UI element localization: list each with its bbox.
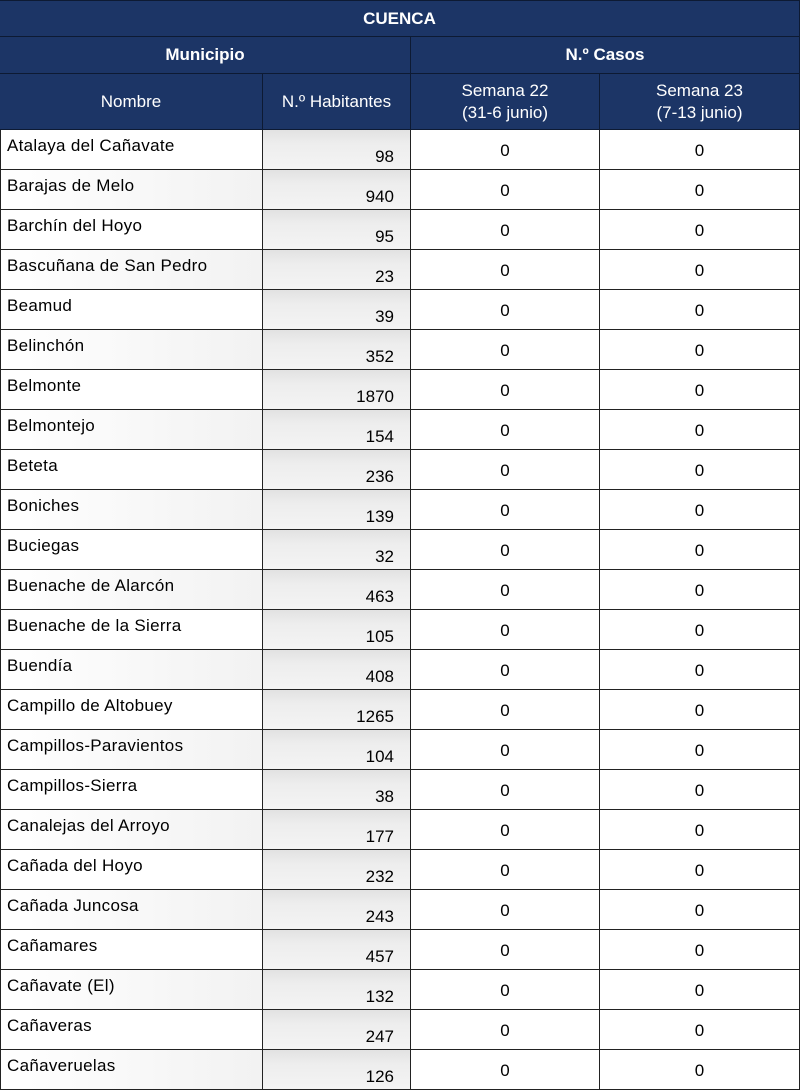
semana-23-cases-cell: 0	[600, 570, 800, 610]
column-header-semana-22-line1: Semana 22	[461, 80, 549, 100]
semana-23-cases-cell: 0	[600, 210, 800, 250]
column-header-habitantes-label: N.º Habitantes	[281, 91, 392, 111]
semana-22-cases-cell: 0	[411, 370, 600, 410]
municipio-name-cell: Barchín del Hoyo	[0, 210, 263, 250]
municipio-name-cell: Cañada del Hoyo	[0, 850, 263, 890]
habitantes-cell: 352	[263, 330, 411, 370]
municipio-name-cell: Belmontejo	[0, 410, 263, 450]
semana-23-cases-cell: 0	[600, 890, 800, 930]
municipio-name-cell: Buenache de la Sierra	[0, 610, 263, 650]
semana-23-cases-cell: 0	[600, 1050, 800, 1090]
semana-22-cases-cell: 0	[411, 890, 600, 930]
semana-23-cases-cell: 0	[600, 810, 800, 850]
municipio-name-cell: Buendía	[0, 650, 263, 690]
semana-22-cases-cell: 0	[411, 410, 600, 450]
habitantes-cell: 23	[263, 250, 411, 290]
semana-22-cases-cell: 0	[411, 770, 600, 810]
habitantes-cell: 32	[263, 530, 411, 570]
column-header-habitantes	[263, 74, 411, 130]
habitantes-cell: 177	[263, 810, 411, 850]
semana-23-cases-cell: 0	[600, 770, 800, 810]
semana-22-cases-cell: 0	[411, 730, 600, 770]
semana-22-cases-cell: 0	[411, 490, 600, 530]
semana-23-cases-cell: 0	[600, 330, 800, 370]
municipio-name-cell: Beamud	[0, 290, 263, 330]
habitantes-cell: 126	[263, 1050, 411, 1090]
habitantes-cell: 408	[263, 650, 411, 690]
column-header-nombre	[0, 74, 263, 130]
semana-22-cases-cell: 0	[411, 970, 600, 1010]
semana-23-cases-cell: 0	[600, 490, 800, 530]
column-header-semana-22-line2: (31-6 junio)	[462, 102, 548, 122]
habitantes-cell: 457	[263, 930, 411, 970]
semana-23-cases-cell: 0	[600, 170, 800, 210]
table-title: CUENCA	[0, 0, 800, 37]
semana-22-cases-cell: 0	[411, 810, 600, 850]
column-header-semana-22	[411, 74, 600, 130]
semana-23-cases-cell: 0	[600, 530, 800, 570]
semana-23-cases-cell: 0	[600, 730, 800, 770]
municipio-name-cell: Cañamares	[0, 930, 263, 970]
habitantes-cell: 105	[263, 610, 411, 650]
semana-23-cases-cell: 0	[600, 610, 800, 650]
municipio-name-cell: Campillos-Paravientos	[0, 730, 263, 770]
semana-22-cases-cell: 0	[411, 250, 600, 290]
semana-23-cases-cell: 0	[600, 930, 800, 970]
municipio-name-cell: Bascuñana de San Pedro	[0, 250, 263, 290]
habitantes-cell: 139	[263, 490, 411, 530]
semana-23-cases-cell: 0	[600, 410, 800, 450]
municipio-name-cell: Atalaya del Cañavate	[0, 130, 263, 170]
semana-22-cases-cell: 0	[411, 570, 600, 610]
municipio-name-cell: Canalejas del Arroyo	[0, 810, 263, 850]
semana-23-cases-cell: 0	[600, 1010, 800, 1050]
semana-22-cases-cell: 0	[411, 1010, 600, 1050]
semana-22-cases-cell: 0	[411, 650, 600, 690]
semana-23-cases-cell: 0	[600, 850, 800, 890]
semana-22-cases-cell: 0	[411, 1050, 600, 1090]
habitantes-cell: 154	[263, 410, 411, 450]
municipio-name-cell: Cañavate (El)	[0, 970, 263, 1010]
habitantes-cell: 39	[263, 290, 411, 330]
habitantes-cell: 463	[263, 570, 411, 610]
municipio-name-cell: Barajas de Melo	[0, 170, 263, 210]
semana-23-cases-cell: 0	[600, 970, 800, 1010]
column-header-semana-23-line2: (7-13 junio)	[656, 102, 743, 122]
habitantes-cell: 38	[263, 770, 411, 810]
municipio-name-cell: Campillos-Sierra	[0, 770, 263, 810]
municipio-name-cell: Buenache de Alarcón	[0, 570, 263, 610]
column-header-nombre-label: Nombre	[100, 91, 162, 111]
semana-22-cases-cell: 0	[411, 530, 600, 570]
group-header-municipio: Municipio	[0, 37, 411, 74]
municipio-name-cell: Belmonte	[0, 370, 263, 410]
group-header-casos: N.º Casos	[411, 37, 800, 74]
semana-23-cases-cell: 0	[600, 370, 800, 410]
column-header-semana-23	[600, 74, 800, 130]
semana-22-cases-cell: 0	[411, 130, 600, 170]
habitantes-cell: 98	[263, 130, 411, 170]
habitantes-cell: 1870	[263, 370, 411, 410]
semana-22-cases-cell: 0	[411, 210, 600, 250]
semana-23-cases-cell: 0	[600, 450, 800, 490]
semana-23-cases-cell: 0	[600, 290, 800, 330]
semana-22-cases-cell: 0	[411, 450, 600, 490]
habitantes-cell: 104	[263, 730, 411, 770]
habitantes-cell: 132	[263, 970, 411, 1010]
semana-22-cases-cell: 0	[411, 290, 600, 330]
semana-23-cases-cell: 0	[600, 650, 800, 690]
semana-22-cases-cell: 0	[411, 610, 600, 650]
municipio-name-cell: Beteta	[0, 450, 263, 490]
municipio-name-cell: Cañaveruelas	[0, 1050, 263, 1090]
habitantes-cell: 940	[263, 170, 411, 210]
column-header-semana-23-line1: Semana 23	[656, 80, 743, 100]
municipio-name-cell: Cañada Juncosa	[0, 890, 263, 930]
semana-23-cases-cell: 0	[600, 130, 800, 170]
semana-22-cases-cell: 0	[411, 330, 600, 370]
municipio-name-cell: Belinchón	[0, 330, 263, 370]
semana-22-cases-cell: 0	[411, 690, 600, 730]
habitantes-cell: 247	[263, 1010, 411, 1050]
habitantes-cell: 1265	[263, 690, 411, 730]
semana-22-cases-cell: 0	[411, 930, 600, 970]
habitantes-cell: 236	[263, 450, 411, 490]
municipio-name-cell: Cañaveras	[0, 1010, 263, 1050]
municipio-name-cell: Buciegas	[0, 530, 263, 570]
municipio-name-cell: Boniches	[0, 490, 263, 530]
municipio-name-cell: Campillo de Altobuey	[0, 690, 263, 730]
habitantes-cell: 243	[263, 890, 411, 930]
semana-22-cases-cell: 0	[411, 850, 600, 890]
semana-23-cases-cell: 0	[600, 250, 800, 290]
semana-23-cases-cell: 0	[600, 690, 800, 730]
semana-22-cases-cell: 0	[411, 170, 600, 210]
habitantes-cell: 95	[263, 210, 411, 250]
habitantes-cell: 232	[263, 850, 411, 890]
